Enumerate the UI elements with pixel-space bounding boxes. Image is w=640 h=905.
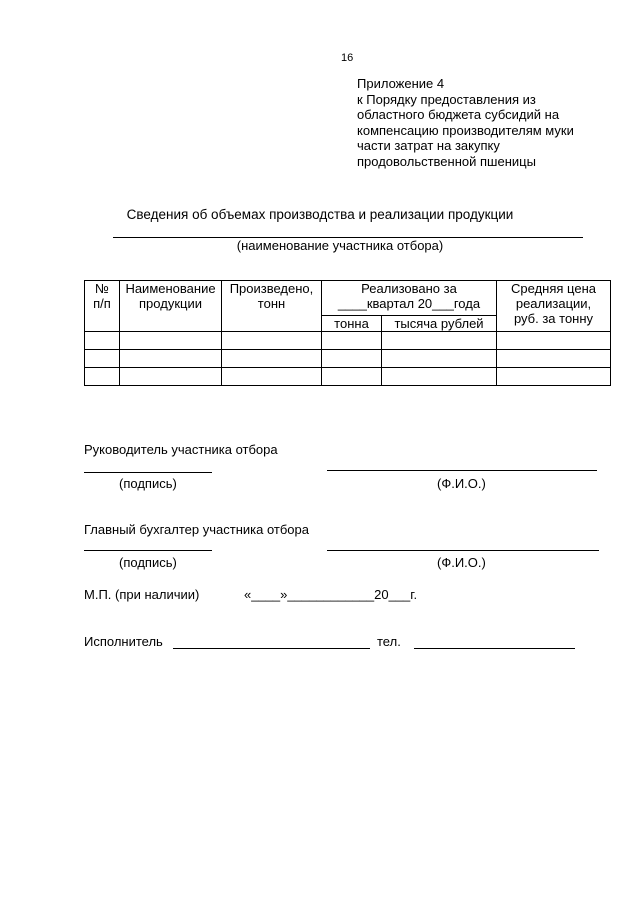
table-row (85, 350, 611, 368)
participant-name-caption: (наименование участника отбора) (236, 238, 444, 253)
table-cell[interactable] (497, 368, 611, 386)
accountant-signature-line[interactable] (84, 550, 212, 551)
table-cell[interactable] (322, 350, 382, 368)
table-cell[interactable] (85, 368, 120, 386)
appendix-line: части затрат на закупку (357, 138, 500, 153)
appendix-line: продовольственной пшеницы (357, 153, 536, 169)
table-cell[interactable] (85, 350, 120, 368)
table-cell[interactable] (120, 350, 222, 368)
table-header-row (85, 281, 611, 316)
page-number: 16 (341, 52, 354, 64)
table-cell[interactable] (322, 368, 382, 386)
production-table (84, 280, 611, 386)
phone-label: тел. (377, 634, 401, 649)
col-header-sold: Реализовано за ____квартал 20___года (322, 281, 497, 316)
accountant-signature-caption: (подпись) (119, 555, 177, 570)
table-cell[interactable] (222, 350, 322, 368)
accountant-signature-title: Главный бухгалтер участника отбора (84, 522, 309, 537)
phone-line[interactable] (414, 648, 575, 649)
table-row (85, 332, 611, 350)
appendix-line: компенсацию производителям муки (357, 122, 574, 138)
head-signature-title: Руководитель участника отбора (84, 442, 278, 457)
table-cell[interactable] (222, 368, 322, 386)
col-header-average-price: Средняя цена реализации, руб. за тонну (497, 281, 611, 332)
accountant-name-line[interactable] (327, 550, 599, 551)
appendix-title: Приложение 4 (357, 76, 445, 91)
table-cell[interactable] (120, 332, 222, 350)
head-name-caption: (Ф.И.О.) (437, 476, 486, 491)
document-title: Сведения об объемах производства и реализации продукции (126, 207, 514, 222)
table-cell[interactable] (382, 368, 497, 386)
table-cell[interactable] (120, 368, 222, 386)
appendix-header (357, 76, 574, 169)
col-header-product-name: Наименование продукции (120, 281, 222, 332)
head-signature-caption: (подпись) (119, 476, 177, 491)
table-row (85, 368, 611, 386)
date-field[interactable]: «____»____________20___г. (244, 587, 418, 602)
executor-name-line[interactable] (173, 648, 370, 649)
table-cell[interactable] (497, 350, 611, 368)
accountant-name-caption: (Ф.И.О.) (437, 555, 486, 570)
head-signature-line[interactable] (84, 472, 212, 473)
table-cell[interactable] (85, 332, 120, 350)
table-cell[interactable] (382, 332, 497, 350)
col-header-sold-rubles: тысяча рублей (382, 316, 497, 332)
table-cell[interactable] (322, 332, 382, 350)
col-header-sold-tons: тонна (322, 316, 382, 332)
col-header-produced: Произведено, тонн (222, 281, 322, 332)
stamp-label: М.П. (при наличии) (84, 587, 200, 602)
table-cell[interactable] (497, 332, 611, 350)
appendix-line: к Порядку предоставления из (357, 91, 536, 107)
table-cell[interactable] (382, 350, 497, 368)
table-cell[interactable] (222, 332, 322, 350)
appendix-line: областного бюджета субсидий на (357, 107, 560, 122)
executor-label: Исполнитель (84, 634, 163, 649)
head-name-line[interactable] (327, 470, 597, 471)
col-header-number: № п/п (85, 281, 120, 332)
